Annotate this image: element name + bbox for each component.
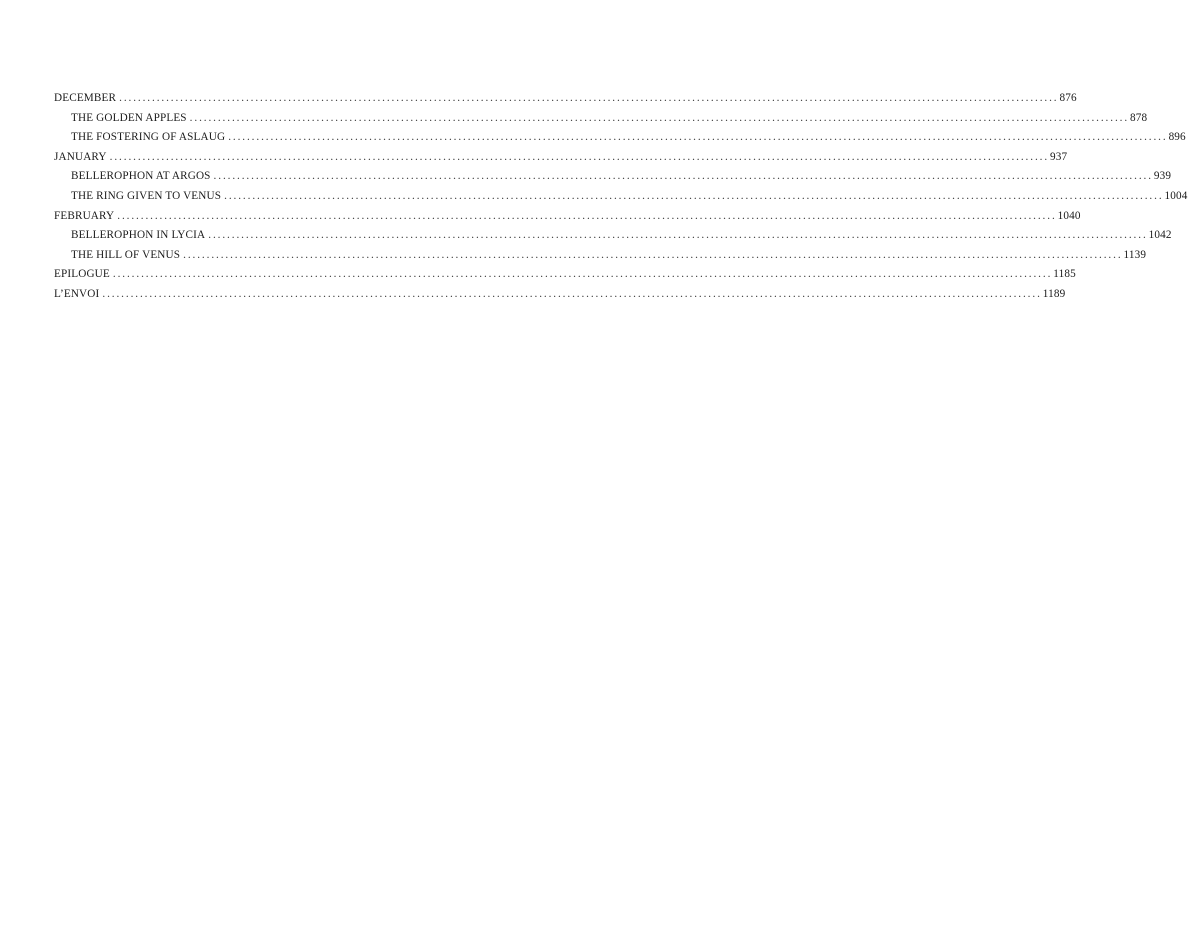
toc-entry-bellerophon-at-argos bbox=[54, 167, 1172, 187]
toc-entry-page-number: 937 bbox=[1050, 150, 1068, 163]
dot-leader: ........................................................................................................................................................................................................ bbox=[102, 287, 1042, 300]
toc-entry-the-fostering-of-aslaug bbox=[54, 128, 1186, 148]
dot-leader: ........................................................................................................................................................................................................ bbox=[189, 111, 1130, 124]
toc-entry-page-number: 878 bbox=[1130, 111, 1148, 124]
dot-leader: ........................................................................................................................................................................................................ bbox=[183, 248, 1123, 261]
toc-entry-title: FEBRUARY bbox=[54, 209, 115, 222]
toc-entry-title: DECEMBER bbox=[54, 92, 117, 104]
dot-leader: ........................................................................................................................................................................................................ bbox=[119, 92, 1059, 104]
toc-entry-title: THE GOLDEN APPLES bbox=[71, 111, 187, 124]
toc-entry-page-number: 1040 bbox=[1057, 209, 1081, 222]
toc-entry-page-number: 1139 bbox=[1123, 248, 1147, 261]
toc-entry-page-number: 1042 bbox=[1148, 229, 1172, 242]
table-of-contents bbox=[54, 89, 1188, 305]
dot-leader: ........................................................................................................................................................................................................ bbox=[224, 189, 1164, 202]
dot-leader: ........................................................................................................................................................................................................ bbox=[208, 229, 1148, 242]
toc-entry-title: L’ENVOI bbox=[54, 287, 100, 300]
toc-entry-epilogue bbox=[54, 265, 1076, 285]
toc-entry-page-number: 1004 bbox=[1164, 189, 1188, 202]
toc-entry-page-number: 1185 bbox=[1053, 268, 1076, 281]
toc-entry-page-number: 939 bbox=[1153, 170, 1172, 183]
dot-leader: ........................................................................................................................................................................................................ bbox=[213, 170, 1153, 183]
toc-entry-the-hill-of-venus bbox=[54, 246, 1147, 266]
toc-entry-the-ring-given-to-venus bbox=[54, 187, 1188, 207]
toc-entry-lenvoi bbox=[54, 285, 1066, 305]
toc-entry-title: JANUARY bbox=[54, 150, 107, 163]
dot-leader: ........................................................................................................................................................................................................ bbox=[228, 131, 1168, 144]
dot-leader: ........................................................................................................................................................................................................ bbox=[117, 209, 1057, 222]
toc-entry-title: THE RING GIVEN TO VENUS bbox=[71, 189, 222, 202]
dot-leader: ........................................................................................................................................................................................................ bbox=[109, 150, 1050, 163]
toc-entry-page-number: 1189 bbox=[1042, 287, 1066, 300]
toc-entry-page-number: 896 bbox=[1168, 131, 1186, 144]
toc-entry-january bbox=[54, 148, 1068, 168]
toc-entry-february bbox=[54, 207, 1081, 227]
toc-entry-page-number: 876 bbox=[1059, 92, 1077, 104]
toc-entry-the-golden-apples bbox=[54, 109, 1148, 129]
toc-entry-bellerophon-in-lycia bbox=[54, 226, 1172, 246]
toc-entry-title: BELLEROPHON AT ARGOS bbox=[71, 170, 211, 183]
toc-entry-title: THE HILL OF VENUS bbox=[71, 248, 181, 261]
toc-entry-december bbox=[54, 89, 1077, 109]
toc-entry-title: EPILOGUE bbox=[54, 268, 110, 281]
toc-entry-title: BELLEROPHON IN LYCIA bbox=[71, 229, 206, 242]
dot-leader: ........................................................................................................................................................................................................ bbox=[112, 268, 1053, 281]
toc-entry-title: THE FOSTERING OF ASLAUG bbox=[71, 131, 226, 144]
